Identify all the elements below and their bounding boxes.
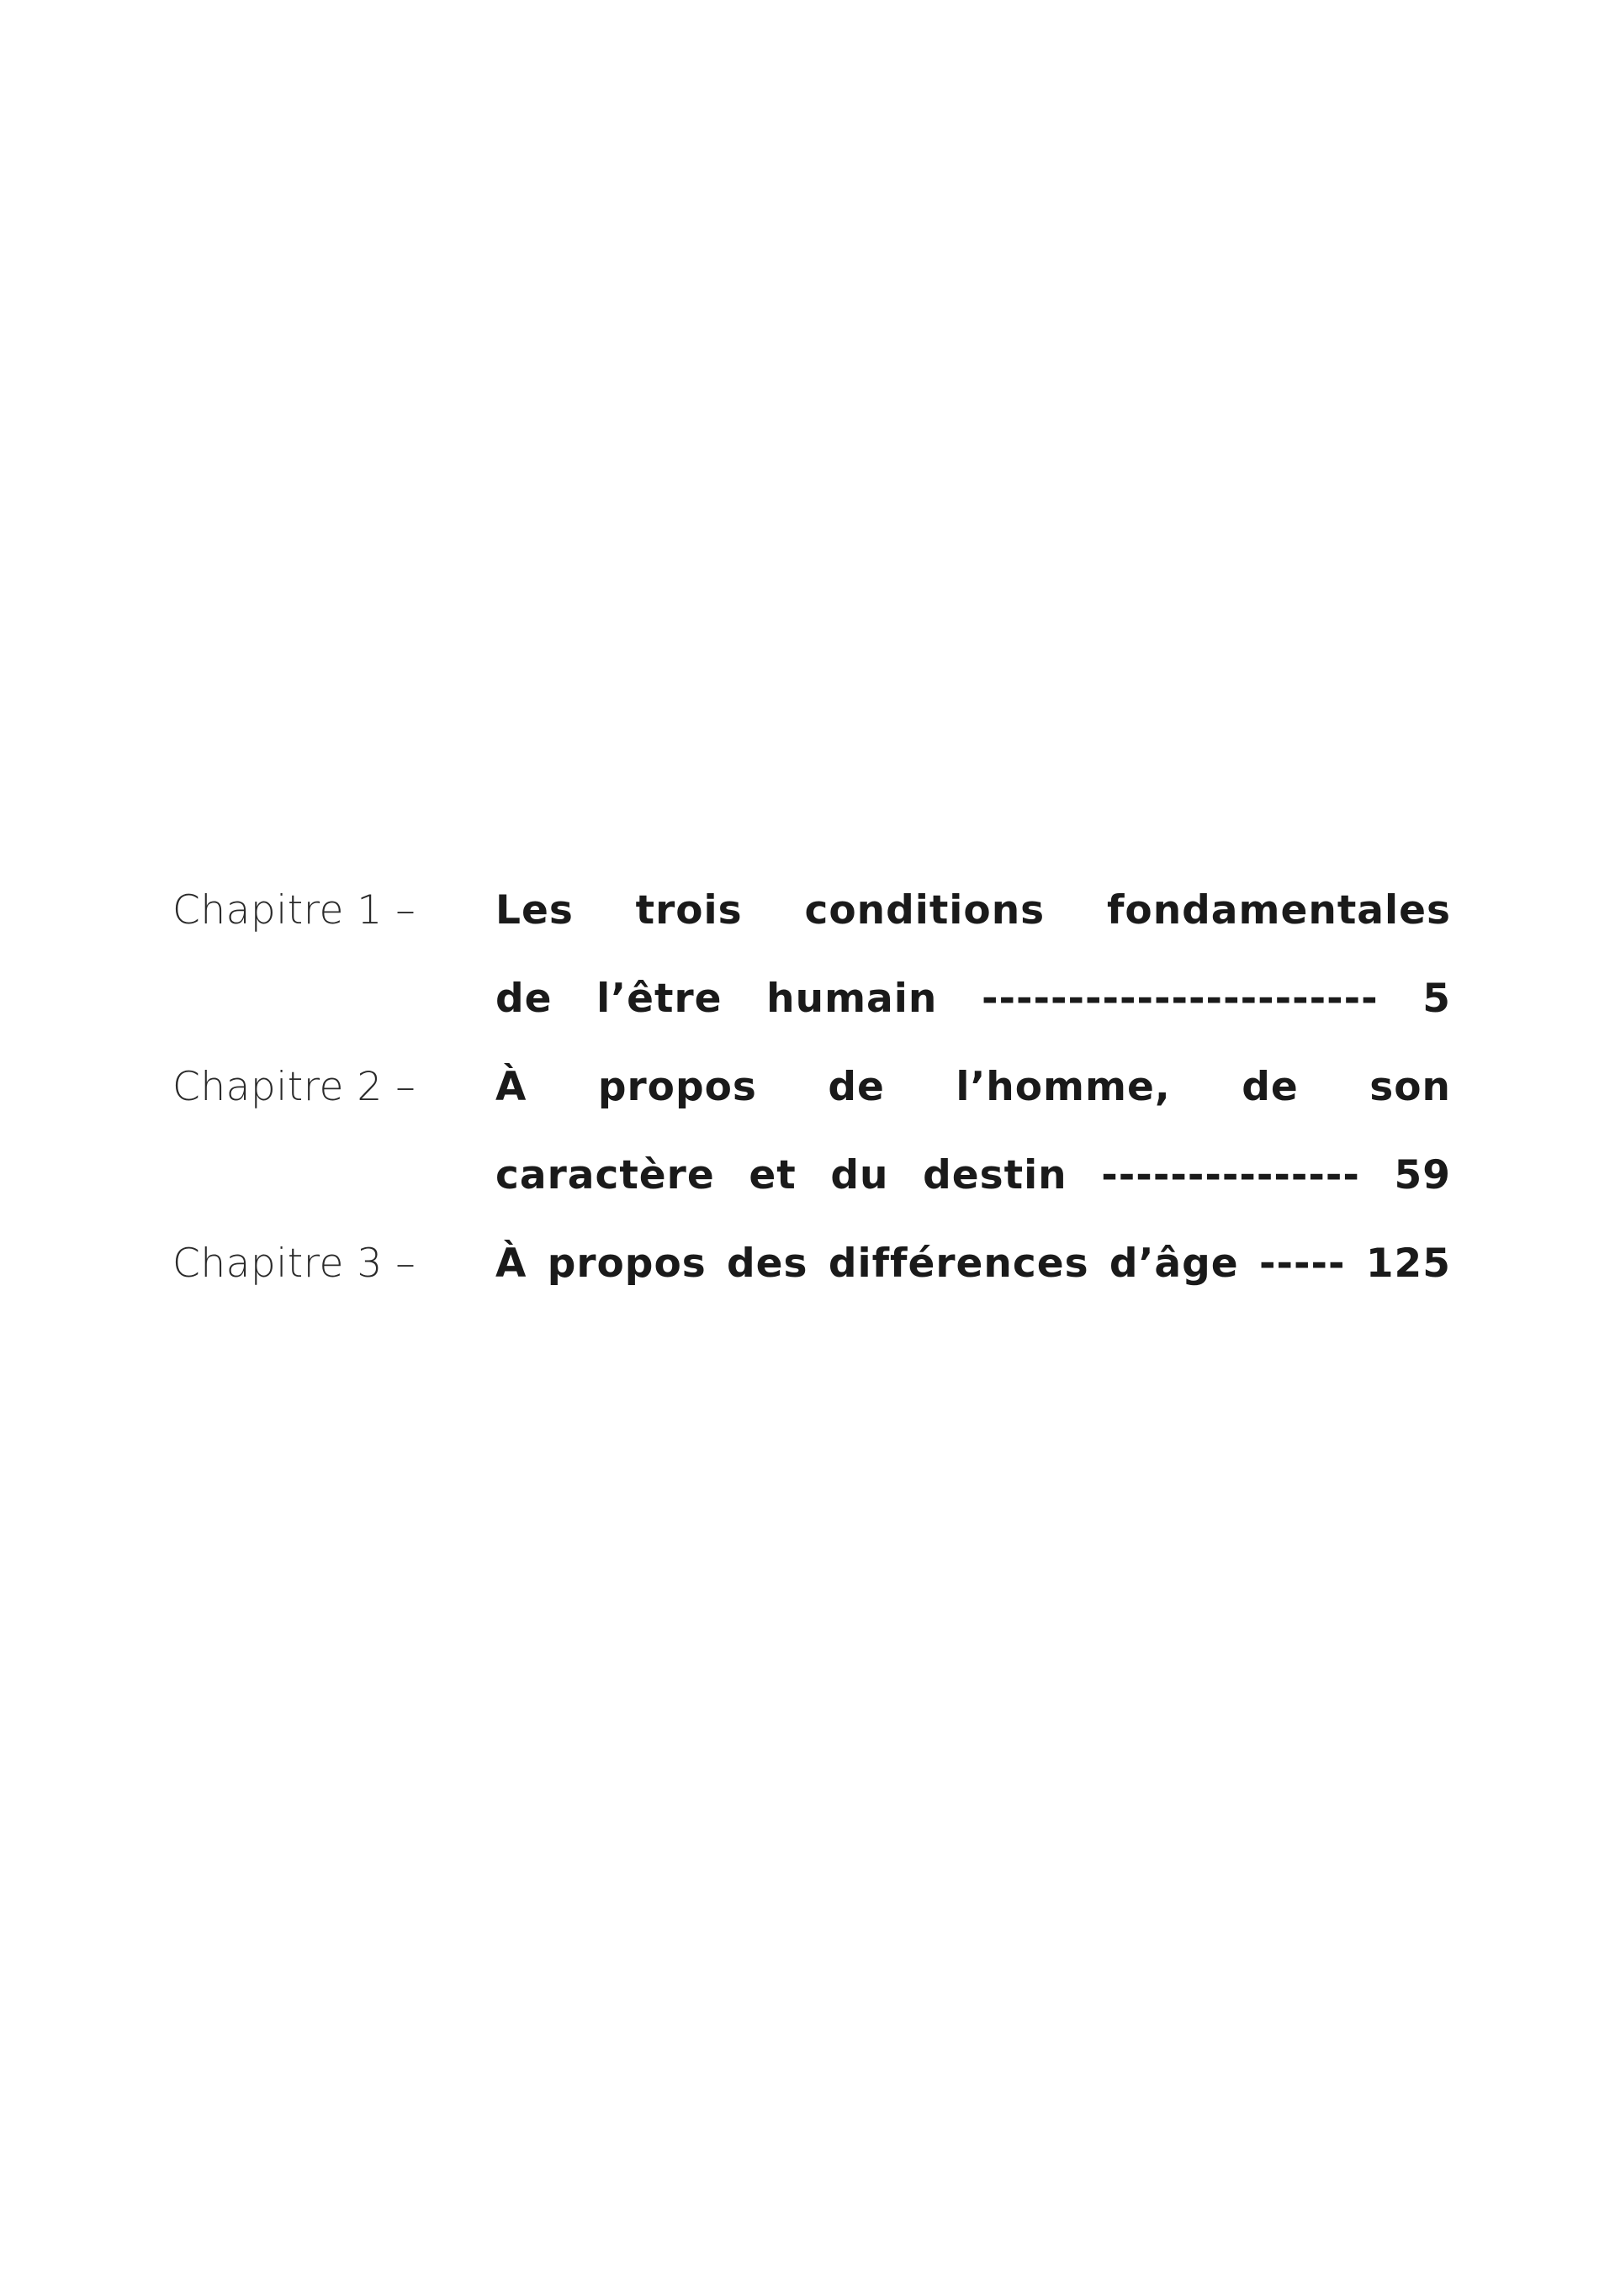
toc-entry-chapter-2[interactable] bbox=[172, 1043, 1451, 1219]
title-word: du bbox=[830, 1152, 889, 1198]
title-word: fondamentales bbox=[1106, 887, 1451, 934]
dot-leader: --------------- bbox=[1101, 1152, 1360, 1198]
title-word: son bbox=[1369, 1064, 1451, 1110]
chapter-title-line bbox=[495, 866, 1451, 955]
toc-row bbox=[172, 866, 1451, 955]
title-word: conditions bbox=[804, 887, 1046, 934]
title-word: de bbox=[1242, 1064, 1299, 1110]
page-number: 125 bbox=[1365, 1241, 1451, 1287]
title-word: propos bbox=[597, 1064, 757, 1110]
title-word: À bbox=[495, 1241, 527, 1287]
title-word: l’homme, bbox=[956, 1064, 1171, 1110]
title-word: propos bbox=[547, 1241, 707, 1287]
dot-leader: ----- bbox=[1258, 1241, 1346, 1287]
title-word: Les bbox=[495, 887, 574, 934]
toc-entry-chapter-3[interactable] bbox=[172, 1219, 1451, 1308]
chapter-title-line bbox=[495, 1219, 1451, 1308]
title-word: caractère bbox=[495, 1152, 715, 1198]
chapter-label: Chapitre 1 – bbox=[172, 887, 416, 934]
table-of-contents bbox=[172, 866, 1451, 1308]
toc-row bbox=[172, 1043, 1451, 1131]
page-number: 5 bbox=[1422, 976, 1451, 1022]
dot-leader: ----------------------- bbox=[981, 976, 1379, 1022]
chapter-label: Chapitre 2 – bbox=[172, 1064, 416, 1110]
chapter-title-line bbox=[495, 955, 1451, 1043]
toc-entry-chapter-1[interactable] bbox=[172, 866, 1451, 1043]
chapter-label: Chapitre 3 – bbox=[172, 1241, 416, 1287]
title-word: destin bbox=[923, 1152, 1067, 1198]
title-word: des bbox=[727, 1241, 808, 1287]
title-word: l’être bbox=[596, 976, 723, 1022]
toc-row bbox=[172, 955, 1451, 1043]
title-word: humain bbox=[766, 976, 938, 1022]
chapter-title-line bbox=[495, 1131, 1451, 1219]
title-word: et bbox=[749, 1152, 797, 1198]
title-word: d’âge bbox=[1109, 1241, 1239, 1287]
title-word: de bbox=[495, 976, 553, 1022]
title-word: différences bbox=[828, 1241, 1089, 1287]
toc-row bbox=[172, 1219, 1451, 1308]
title-word: À bbox=[495, 1064, 527, 1110]
chapter-title-line bbox=[495, 1043, 1451, 1131]
title-word: de bbox=[828, 1064, 885, 1110]
page-number: 59 bbox=[1394, 1152, 1451, 1198]
toc-row bbox=[172, 1131, 1451, 1219]
title-word: trois bbox=[635, 887, 743, 934]
